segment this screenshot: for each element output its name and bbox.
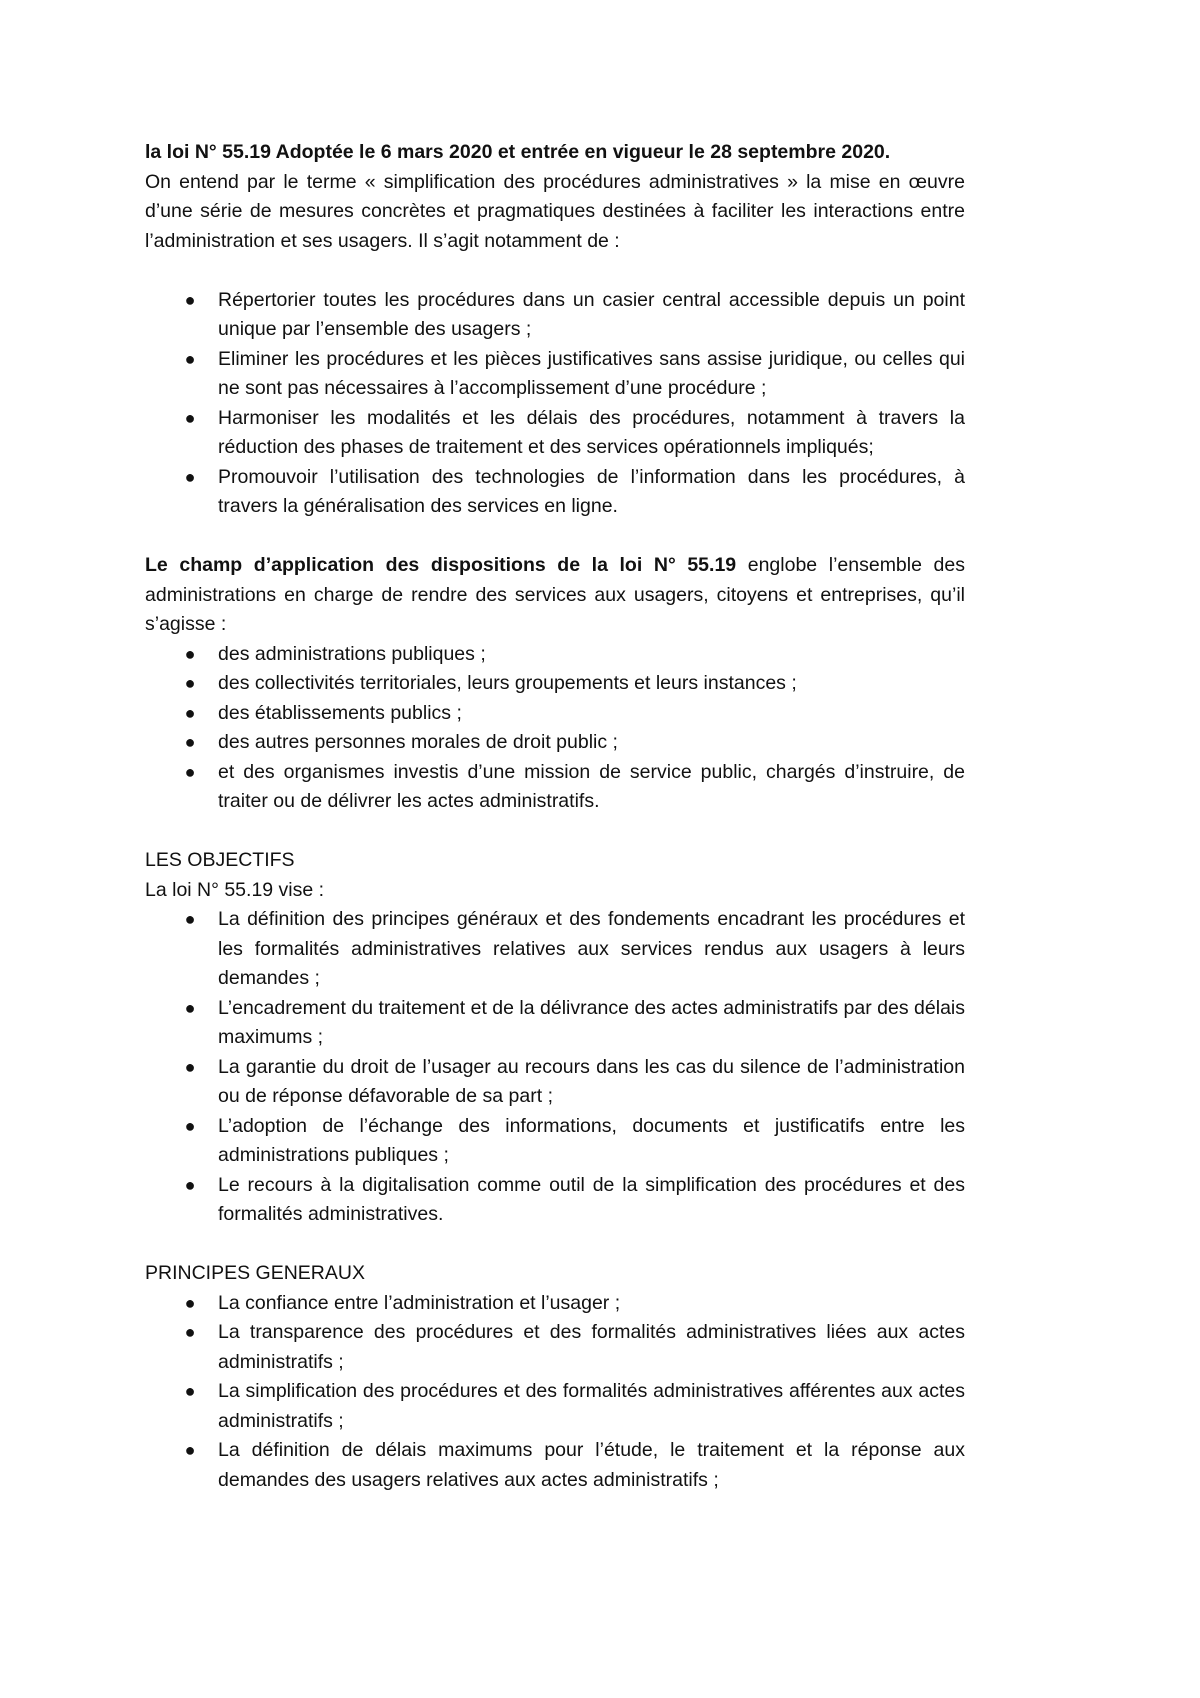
list-item: ● des autres personnes morales de droit public ; bbox=[145, 728, 965, 758]
list-item: ● et des organismes investis d’une mission de service public, chargés d’instruire, de traiter ou de délivrer les actes administratifs. bbox=[145, 758, 965, 817]
bullet-icon: ● bbox=[184, 761, 196, 782]
bullet-icon: ● bbox=[184, 1174, 196, 1195]
law-title-line: la loi N° 55.19 Adoptée le 6 mars 2020 et entrée en vigueur le 28 septembre 2020. bbox=[145, 141, 891, 163]
list-item: ● des établissements publics ; bbox=[145, 699, 965, 729]
list-item: ● des administrations publiques ; bbox=[145, 640, 965, 670]
scope-lead-rest: englobe l’ensemble des administrations en charge de rendre des services aux usagers, citoyens et entreprises, qu’il s’agisse : bbox=[145, 554, 965, 635]
list-item: ● L’adoption de l’échange des informations, documents et justificatifs entre les administrations publiques ; bbox=[145, 1112, 965, 1171]
list-item: ● Eliminer les procédures et les pièces justificatives sans assise juridique, ou celles qui ne sont pas nécessaires à l’accomplissement d’une procédure ; bbox=[145, 345, 965, 404]
list-item: ● L’encadrement du traitement et de la délivrance des actes administratifs par des délais maximums ; bbox=[145, 994, 965, 1053]
bullet-icon: ● bbox=[184, 643, 196, 664]
bullet-icon: ● bbox=[184, 466, 196, 487]
bullet-icon: ● bbox=[184, 732, 196, 752]
list-item: ● La simplification des procédures et des formalités administratives afférentes aux actes administratifs ; bbox=[145, 1377, 965, 1436]
spacer bbox=[145, 817, 965, 847]
list-item: ● Promouvoir l’utilisation des technologies de l’information dans les procédures, à travers la généralisation des services en ligne. bbox=[145, 463, 965, 522]
bullet-icon: ● bbox=[184, 1292, 196, 1313]
bullet-icon: ● bbox=[184, 1115, 196, 1136]
list-item: ● Répertorier toutes les procédures dans un casier central accessible depuis un point unique par l’ensemble des usagers ; bbox=[145, 286, 965, 345]
bullet-icon: ● bbox=[184, 702, 196, 723]
intro-list bbox=[145, 286, 965, 522]
list-item: ● Le recours à la digitalisation comme outil de la simplification des procédures et des formalités administratives. bbox=[145, 1171, 965, 1230]
bullet-icon: ● bbox=[184, 673, 196, 693]
bullet-icon: ● bbox=[184, 1322, 196, 1342]
principles-heading: PRINCIPES GENERAUX bbox=[145, 1262, 365, 1284]
list-item: ● La définition de délais maximums pour l’étude, le traitement et la réponse aux demandes des usagers relatives aux actes administratifs ; bbox=[145, 1436, 965, 1495]
bullet-icon: ● bbox=[184, 1381, 196, 1401]
scope-list bbox=[145, 640, 965, 817]
list-item: ● des collectivités territoriales, leurs groupements et leurs instances ; bbox=[145, 669, 965, 699]
list-item: ● La confiance entre l’administration et l’usager ; bbox=[145, 1289, 965, 1319]
objectives-heading: LES OBJECTIFS bbox=[145, 849, 295, 871]
bullet-icon: ● bbox=[184, 1440, 196, 1460]
list-item: ● Harmoniser les modalités et les délais des procédures, notamment à travers la réduction des phases de traitement et des services opérationnels impliqués; bbox=[145, 404, 965, 463]
list-item: ● La définition des principes généraux et des fondements encadrant les procédures et les formalités administratives relatives aux services rendus aux usagers à leurs demandes ; bbox=[145, 905, 965, 994]
spacer bbox=[145, 1230, 965, 1260]
bullet-icon: ● bbox=[184, 348, 196, 369]
scope-paragraph bbox=[145, 551, 965, 640]
objectives-list bbox=[145, 905, 965, 1230]
bullet-icon: ● bbox=[184, 997, 196, 1018]
bullet-icon: ● bbox=[184, 909, 196, 929]
spacer bbox=[145, 256, 965, 286]
bullet-icon: ● bbox=[184, 407, 196, 428]
document-page bbox=[145, 138, 965, 1495]
list-item: ● La transparence des procédures et des formalités administratives liées aux actes administratifs ; bbox=[145, 1318, 965, 1377]
principles-list bbox=[145, 1289, 965, 1496]
definition-paragraph: On entend par le terme « simplification des procédures administratives » la mise en œuvre d’une série de mesures concrètes et pragmatiques destinées à faciliter les interactions entre l’administration et ses usagers. Il s’agit notamment de : bbox=[145, 170, 965, 252]
bullet-icon: ● bbox=[184, 1056, 196, 1077]
bullet-icon: ● bbox=[184, 289, 196, 310]
scope-lead-bold: Le champ d’application des dispositions de la loi N° 55.19 bbox=[145, 554, 737, 576]
spacer bbox=[145, 522, 965, 552]
list-item: ● La garantie du droit de l’usager au recours dans les cas du silence de l’administration ou de réponse défavorable de sa part ; bbox=[145, 1053, 965, 1112]
objectives-lead: La loi N° 55.19 vise : bbox=[145, 878, 325, 901]
